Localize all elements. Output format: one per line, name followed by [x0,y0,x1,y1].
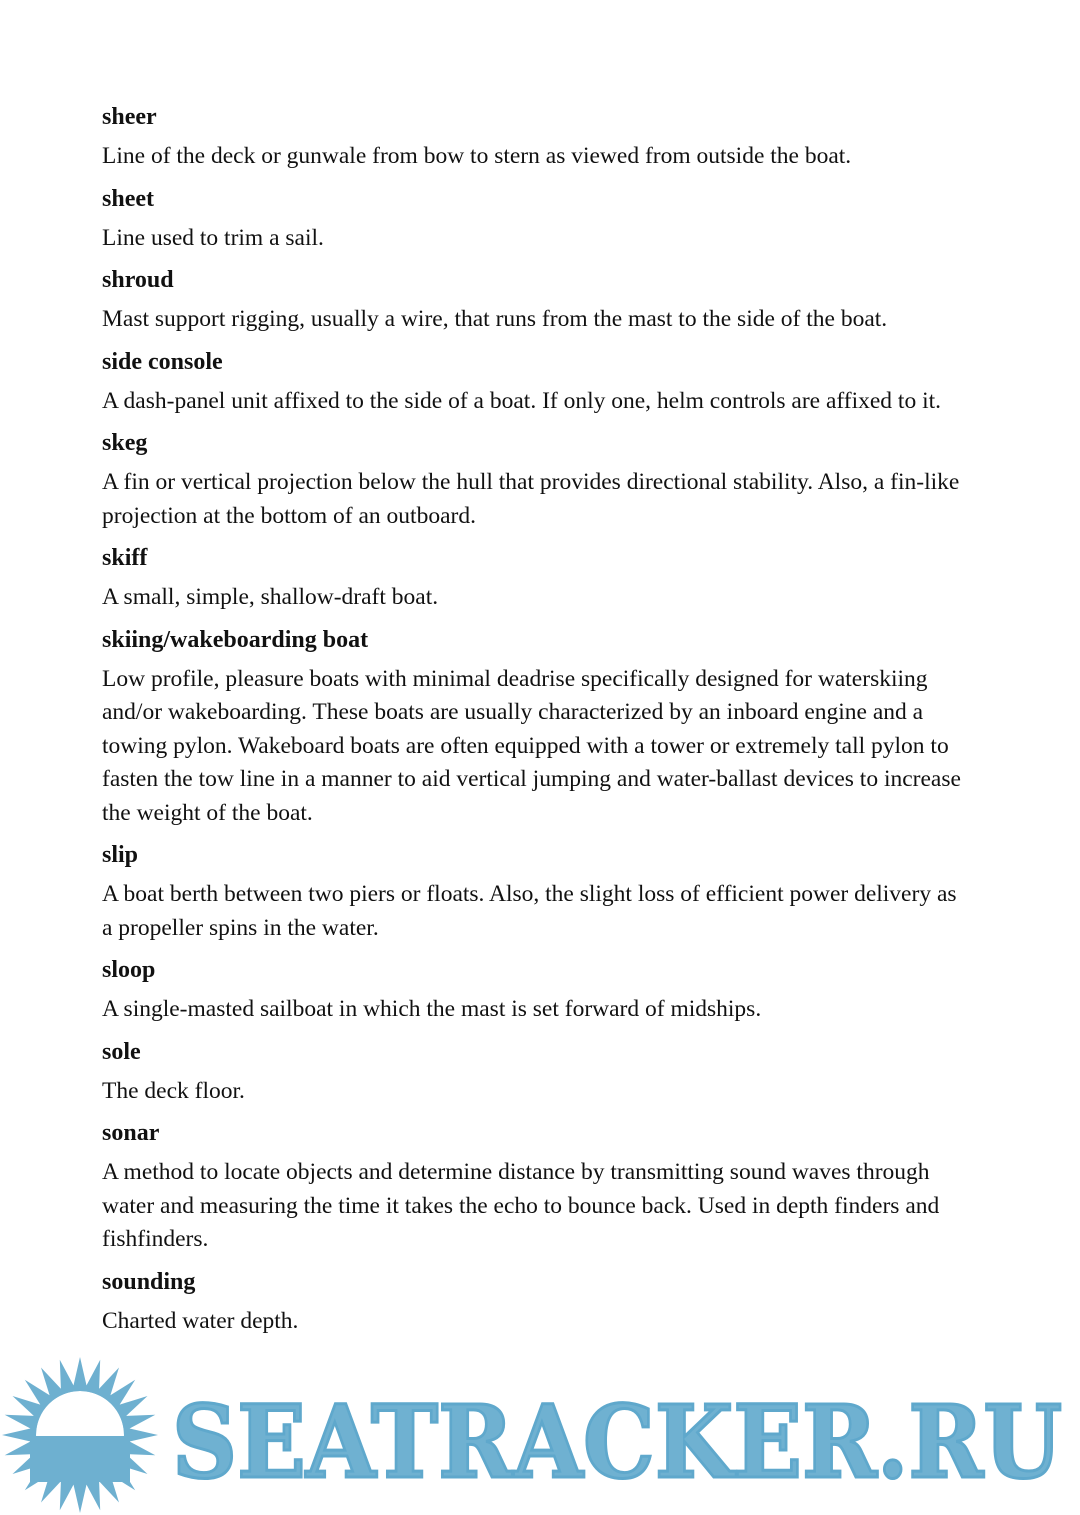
sun-logo-icon [2,1357,158,1513]
glossary-entry [102,426,968,533]
glossary-entry [102,345,968,419]
term: sonar [102,1120,160,1146]
glossary-entry [102,623,968,831]
term: skiff [102,545,148,571]
definition: A small, simple, shallow-draft boat. [102,584,439,610]
definition: A boat berth between two piers or floats. Also, the slight loss of efficient power delivery as a propeller spins in the water. [102,881,957,941]
definition: Line of the deck or gunwale from bow to stern as viewed from outside the boat. [102,143,852,169]
definition: Line used to trim a sail. [102,224,324,251]
term: skiing/wakeboarding boat [102,626,369,653]
term: shroud [102,267,174,293]
term: skeg [102,430,148,456]
definition: A method to locate objects and determine distance by transmitting sound waves through water and measuring the time it takes the echo to bounce back. Used in depth finders and fishfinders. [102,1159,940,1252]
watermark-graphic [0,1352,1080,1515]
definition: The deck floor. [102,1077,245,1104]
glossary [102,100,968,1346]
glossary-entry [102,541,968,615]
glossary-entry [102,182,968,256]
term: slip [102,842,139,868]
term: sheet [102,185,154,212]
definition: Low profile, pleasure boats with minimal deadrise specifically designed for waterskiing and/or wakeboarding. These boats are usually characterized by an inboard engine and a towing pylon. Wakeboard boats are often equipped with a tower or extremely tall pylon to fasten the tow line in a manner to aid vertical jumping and water-ballast devices to increase the weight of the boat. [102,665,961,826]
glossary-entry [102,263,968,337]
glossary-entry [102,1116,968,1257]
term: side console [102,348,223,375]
definition: Charted water depth. [102,1307,299,1334]
glossary-entry [102,1035,968,1109]
glossary-entry [102,838,968,945]
watermark-text: SEATRACKER.RU [172,1383,1062,1501]
definition: A single-masted sailboat in which the mast is set forward of midships. [102,996,762,1022]
glossary-entry [102,1265,968,1339]
term: sole [102,1038,141,1065]
term: sloop [102,957,156,983]
watermark [0,1352,1080,1515]
glossary-entry [102,953,968,1027]
definition: Mast support rigging, usually a wire, that runs from the mast to the side of the boat. [102,306,888,332]
definition: A fin or vertical projection below the hull that provides directional stability. Also, a fin-like projection at the bottom of an outboard. [102,469,960,529]
term: sounding [102,1268,196,1295]
term: sheer [102,104,157,130]
glossary-entry [102,100,968,174]
definition: A dash-panel unit affixed to the side of a boat. If only one, helm controls are affixed to it. [102,387,942,414]
